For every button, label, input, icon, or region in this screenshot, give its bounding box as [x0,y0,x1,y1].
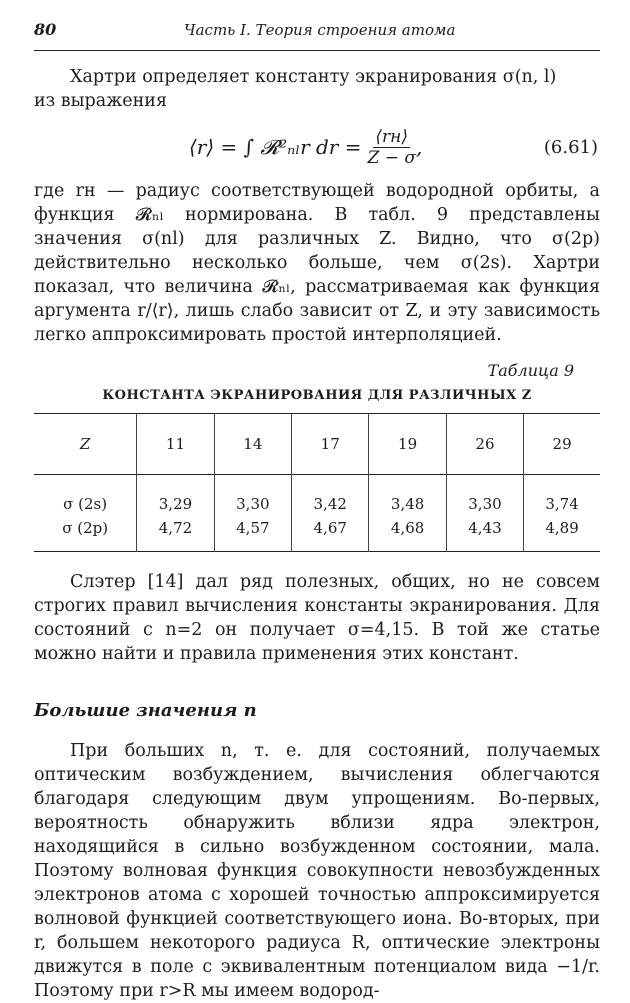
table-header-cell: 17 [292,414,369,475]
formula-denominator: Z − σ [367,147,416,168]
table-cell: 4,57 [214,516,291,552]
intro-line-1: Хартри определяет константу экранирования σ(n, l) [70,67,557,87]
intro-line-2: из выражения [34,91,168,111]
table-cell: 4,68 [369,516,446,552]
section-heading: Большие значения n [34,700,257,721]
table-row [34,516,600,552]
paragraph-slater: Слэтер [14] дал ряд полезных, общих, но не совсем строгих правил вычисления константы экранирования. Для состояний с n=2 он получает σ=4,15. В той же статье можно найти и правила применения этих констант. [34,572,600,664]
chapter-title: Часть I. Теория строения атома [184,21,456,39]
table-header-cell: 29 [524,414,600,475]
table-title: КОНСТАНТА ЭКРАНИРОВАНИЯ ДЛЯ РАЗЛИЧНЫХ Z [102,388,532,403]
table-header-cell: 19 [369,414,446,475]
table-cell: 4,89 [524,516,600,552]
table-header-cell: 26 [446,414,523,475]
table-cell: 3,30 [214,475,291,517]
formula-number: (6.61) [543,136,598,158]
table-cell: 4,72 [137,516,214,552]
table-cell: 3,30 [446,475,523,517]
formula-numerator: ⟨rн⟩ [375,126,409,147]
screening-constant-table [34,413,600,552]
table-cell: 4,43 [446,516,523,552]
formula-body [189,127,422,168]
table-caption: Таблица 9 [487,361,574,380]
table-cell: 3,42 [292,475,369,517]
formula-6-61 [34,121,600,173]
book-page [34,20,600,1003]
formula-fraction [367,127,415,168]
table-header-cell: Z [79,435,91,453]
formula-tail: , [415,135,423,159]
running-head [34,20,600,51]
table-header-cell: 14 [214,414,291,475]
formula-lhs: ⟨r⟩ = ∫ 𝓡²ₙₗr dr = [189,135,362,159]
page-number: 80 [34,20,57,39]
paragraph-hartree: где rн — радиус соответствующей водородной орбиты, а функция 𝓡ₙₗ нормирована. В табл. 9 представлены значения σ(nl) для различных Z. Видно, что σ(2p) действительно несколько больше, чем σ(2s). Хартри показал, что величина 𝓡ₙₗ, рассматриваемая как функция аргумента r/⟨r⟩, лишь слабо зависит от Z, и эту зависимость легко аппроксимировать простой интерполяцией. [34,181,600,345]
table-cell: σ (2s) [63,495,108,513]
table-cell: 3,48 [369,475,446,517]
table-row [34,475,600,517]
table-cell: σ (2p) [62,519,109,537]
table-cell: 4,67 [292,516,369,552]
table-header-cell: 11 [137,414,214,475]
paragraph-large-n: При больших n, т. е. для состояний, получаемых оптическим возбуждением, вычисления облегчаются благодаря следующим двум упрощениям. Во-первых, вероятность обнаружить вблизи ядра электрон, находящийся в сильно возбужденном состоянии, мала. Поэтому волновая функция совокупности невозбужденных электронов атома с хорошей точностью аппроксимируется волновой функцией соответствующего иона. Во-вторых, при r, большем некоторого радиуса R, оптические электроны движутся в поле с эквивалентным потенциалом вида −1/r. Поэтому при r>R мы имеем водород- [34,741,600,1001]
table-cell: 3,74 [524,475,600,517]
table-header-row [34,414,600,475]
table-cell: 3,29 [137,475,214,517]
